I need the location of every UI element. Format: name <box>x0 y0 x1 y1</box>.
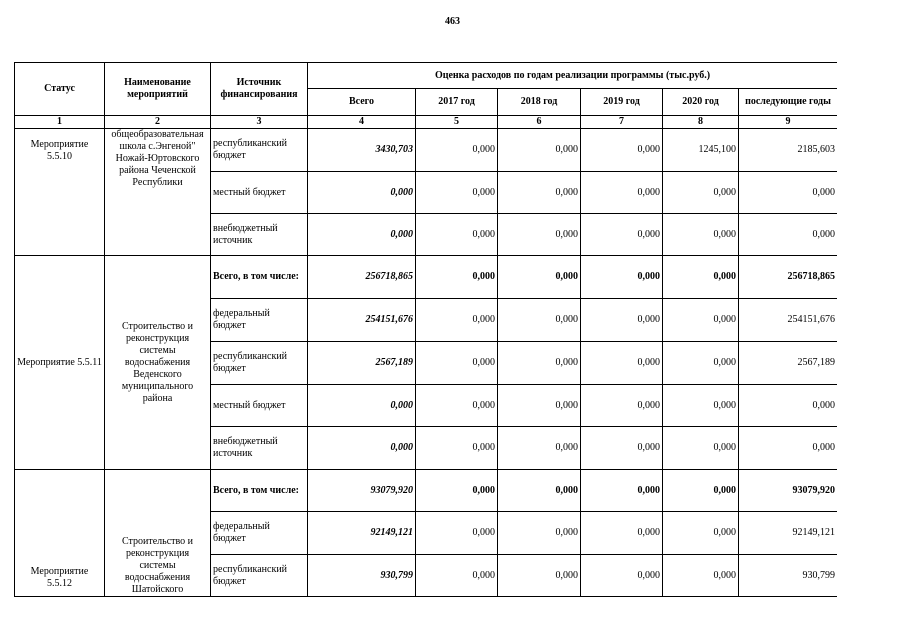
total-cell: 0,000 <box>308 214 416 256</box>
y2019-cell: 0,000 <box>581 299 663 342</box>
total-cell: 92149,121 <box>308 512 416 555</box>
y2018-cell: 0,000 <box>498 385 581 427</box>
later-cell: 0,000 <box>739 427 838 470</box>
source-cell: федеральный бюджет <box>211 299 308 342</box>
source-cell: местный бюджет <box>211 385 308 427</box>
total-cell: 254151,676 <box>308 299 416 342</box>
col-number: 8 <box>663 116 739 129</box>
col-number: 6 <box>498 116 581 129</box>
later-cell: 2567,189 <box>739 342 838 385</box>
y2020-cell: 0,000 <box>663 512 739 555</box>
y2017-cell: 0,000 <box>416 129 498 172</box>
table-row <box>15 129 838 172</box>
status-cell: Мероприятие 5.5.10 <box>15 129 105 256</box>
col-number: 9 <box>739 116 838 129</box>
total-cell: 930,799 <box>308 555 416 597</box>
y2018-cell: 0,000 <box>498 214 581 256</box>
y2018-cell: 0,000 <box>498 172 581 214</box>
y2020-cell: 0,000 <box>663 427 739 470</box>
y2020-cell: 0,000 <box>663 385 739 427</box>
y2020-cell: 0,000 <box>663 555 739 597</box>
col-header-later: последующие годы <box>739 89 838 116</box>
y2019-cell: 0,000 <box>581 342 663 385</box>
measure-name-cell: Строительство и реконструкция системы водоснабжения Веденского муниципального района <box>105 256 211 470</box>
total-cell: 2567,189 <box>308 342 416 385</box>
total-cell: 93079,920 <box>308 470 416 512</box>
y2018-cell: 0,000 <box>498 470 581 512</box>
table-row <box>15 256 838 299</box>
y2019-cell: 0,000 <box>581 512 663 555</box>
y2020-cell: 0,000 <box>663 256 739 299</box>
col-number: 3 <box>211 116 308 129</box>
y2018-cell: 0,000 <box>498 427 581 470</box>
y2017-cell: 0,000 <box>416 214 498 256</box>
source-cell: республиканский бюджет <box>211 129 308 172</box>
y2020-cell: 0,000 <box>663 470 739 512</box>
y2019-cell: 0,000 <box>581 427 663 470</box>
source-cell: местный бюджет <box>211 172 308 214</box>
status-cell: Мероприятие 5.5.11 <box>15 256 105 470</box>
source-cell: внебюджетный источник <box>211 214 308 256</box>
measure-name-cell: Строительство и реконструкция системы водоснабжения Шатойского <box>105 470 211 597</box>
total-cell: 256718,865 <box>308 256 416 299</box>
y2019-cell: 0,000 <box>581 555 663 597</box>
y2018-cell: 0,000 <box>498 256 581 299</box>
y2019-cell: 0,000 <box>581 385 663 427</box>
source-cell: республиканский бюджет <box>211 342 308 385</box>
col-header-2020: 2020 год <box>663 89 739 116</box>
col-header-total: Всего <box>308 89 416 116</box>
y2019-cell: 0,000 <box>581 470 663 512</box>
later-cell: 254151,676 <box>739 299 838 342</box>
later-cell: 92149,121 <box>739 512 838 555</box>
y2017-cell: 0,000 <box>416 427 498 470</box>
source-cell: федеральный бюджет <box>211 512 308 555</box>
source-cell: внебюджетный источник <box>211 427 308 470</box>
y2017-cell: 0,000 <box>416 299 498 342</box>
total-cell: 0,000 <box>308 385 416 427</box>
later-cell: 0,000 <box>739 172 838 214</box>
y2017-cell: 0,000 <box>416 555 498 597</box>
later-cell: 256718,865 <box>739 256 838 299</box>
y2020-cell: 0,000 <box>663 342 739 385</box>
y2017-cell: 0,000 <box>416 470 498 512</box>
budget-table-container <box>14 62 837 605</box>
col-header-name: Наименование мероприятий <box>105 63 211 116</box>
y2017-cell: 0,000 <box>416 172 498 214</box>
col-header-status: Статус <box>15 63 105 116</box>
table-row <box>15 470 838 512</box>
total-cell: 3430,703 <box>308 129 416 172</box>
total-cell: 0,000 <box>308 172 416 214</box>
budget-table <box>14 62 837 597</box>
col-header-2019: 2019 год <box>581 89 663 116</box>
col-number: 1 <box>15 116 105 129</box>
y2018-cell: 0,000 <box>498 512 581 555</box>
later-cell: 2185,603 <box>739 129 838 172</box>
y2019-cell: 0,000 <box>581 256 663 299</box>
col-header-source: Источник финансирования <box>211 63 308 116</box>
measure-name-cell: общеобразовательная школа с.Энгеной" Ножай-Юртовского района Чеченской Республики <box>105 129 211 256</box>
col-header-2017: 2017 год <box>416 89 498 116</box>
later-cell: 0,000 <box>739 214 838 256</box>
y2020-cell: 0,000 <box>663 172 739 214</box>
y2020-cell: 0,000 <box>663 214 739 256</box>
col-number: 4 <box>308 116 416 129</box>
source-cell: Всего, в том числе: <box>211 470 308 512</box>
y2017-cell: 0,000 <box>416 342 498 385</box>
y2019-cell: 0,000 <box>581 129 663 172</box>
y2020-cell: 1245,100 <box>663 129 739 172</box>
col-header-estimate: Оценка расходов по годам реализации программы (тыс.руб.) <box>308 63 838 89</box>
y2018-cell: 0,000 <box>498 342 581 385</box>
y2019-cell: 0,000 <box>581 214 663 256</box>
y2018-cell: 0,000 <box>498 129 581 172</box>
y2017-cell: 0,000 <box>416 512 498 555</box>
y2020-cell: 0,000 <box>663 299 739 342</box>
col-number: 2 <box>105 116 211 129</box>
status-cell: Мероприятие 5.5.12 <box>15 470 105 597</box>
later-cell: 93079,920 <box>739 470 838 512</box>
col-number: 5 <box>416 116 498 129</box>
col-number: 7 <box>581 116 663 129</box>
total-cell: 0,000 <box>308 427 416 470</box>
later-cell: 0,000 <box>739 385 838 427</box>
source-cell: республиканский бюджет <box>211 555 308 597</box>
page-number: 463 <box>445 16 460 27</box>
y2017-cell: 0,000 <box>416 256 498 299</box>
later-cell: 930,799 <box>739 555 838 597</box>
y2018-cell: 0,000 <box>498 299 581 342</box>
y2019-cell: 0,000 <box>581 172 663 214</box>
y2017-cell: 0,000 <box>416 385 498 427</box>
source-cell: Всего, в том числе: <box>211 256 308 299</box>
y2018-cell: 0,000 <box>498 555 581 597</box>
col-header-2018: 2018 год <box>498 89 581 116</box>
